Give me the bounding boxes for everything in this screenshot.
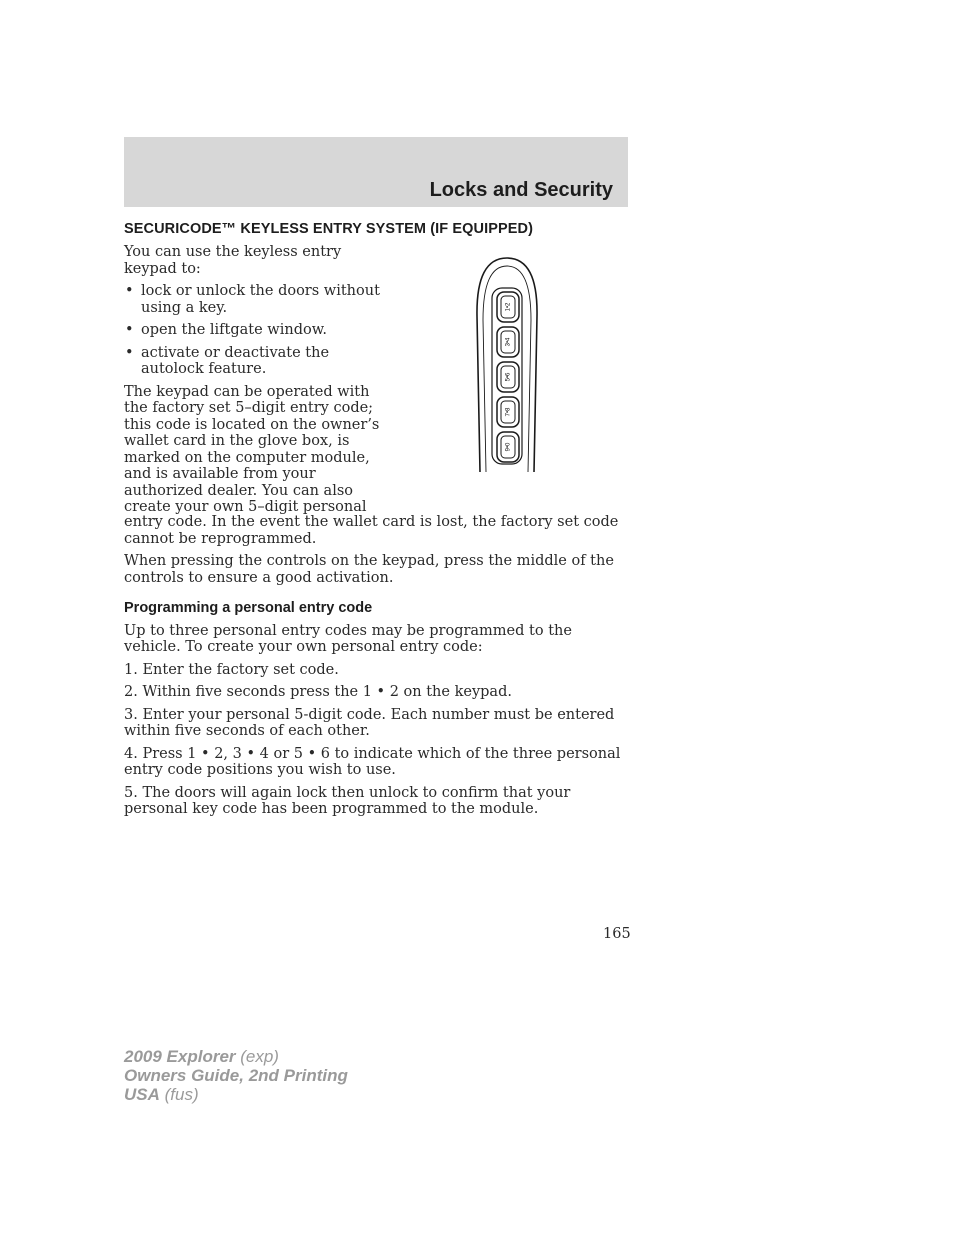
list-item: • activate or deactivate the autolock feature. <box>125 344 330 377</box>
list-item: • lock or unlock the doors without using a key. <box>125 283 380 316</box>
pressing-paragraph: When pressing the controls on the keypad, press the middle of the controls to ensure a good activation. <box>124 553 614 586</box>
step-1: 1. Enter the factory set code. <box>124 661 339 678</box>
keypad-button-5 <box>497 432 519 462</box>
keypad-button-4 <box>497 397 519 427</box>
bullet-icon: • <box>125 344 134 361</box>
keypad-button-3 <box>497 362 519 392</box>
keypad-label: 7•8 <box>505 407 512 417</box>
keypad-label: 5•6 <box>505 372 512 382</box>
footer-line-3: USA (fus) <box>124 1085 199 1104</box>
keypad-illustration <box>474 256 540 474</box>
keypad-paragraph-start: The keypad can be operated with the factory set 5–digit entry code; this code is located on the owner’s wallet card in the glove box, is marked on the computer module, and is available from your authorized dealer. You can also create your own 5–digit personal <box>124 383 380 515</box>
header-band <box>124 137 628 207</box>
subheading: Programming a personal entry code <box>124 600 373 616</box>
bullet-icon: • <box>125 322 134 338</box>
step-2: 2. Within five seconds press the 1 • 2 on the keypad. <box>124 684 512 700</box>
footer-line-2: Owners Guide, 2nd Printing <box>124 1066 348 1085</box>
page-number: 165 <box>603 926 631 942</box>
step-4: 4. Press 1 • 2, 3 • 4 or 5 • 6 to indicate which of the three personal entry code positions you wish to use. <box>124 745 621 778</box>
keypad-button-2 <box>497 327 519 357</box>
intro-paragraph: You can use the keyless entry keypad to: <box>124 244 342 277</box>
footer-line-1: 2009 Explorer (exp) <box>124 1047 279 1066</box>
feature-list <box>124 283 384 378</box>
section-title: SECURICODE™ KEYLESS ENTRY SYSTEM (IF EQUIPPED) <box>124 221 534 237</box>
step-3: 3. Enter your personal 5-digit code. Each number must be entered within five seconds of each other. <box>124 706 615 739</box>
keypad-button-1 <box>497 292 519 322</box>
keypad-label: 3•4 <box>505 337 512 347</box>
main-column <box>124 514 624 824</box>
page-title: Locks and Security <box>429 179 613 201</box>
footer <box>124 1047 348 1104</box>
step-5: 5. The doors will again lock then unlock to confirm that your personal key code has been programmed to the module. <box>124 784 571 817</box>
keypad-label: 1•2 <box>505 302 512 312</box>
intro-column <box>124 244 384 522</box>
keypad-paragraph-end: entry code. In the event the wallet card is lost, the factory set code cannot be reprogrammed. <box>124 514 619 547</box>
keypad-label: 9•0 <box>505 442 512 452</box>
bullet-icon: • <box>125 283 134 299</box>
list-item: • open the liftgate window. <box>125 322 328 338</box>
program-intro-paragraph: Up to three personal entry codes may be programmed to the vehicle. To create your own personal entry code: <box>124 622 572 655</box>
